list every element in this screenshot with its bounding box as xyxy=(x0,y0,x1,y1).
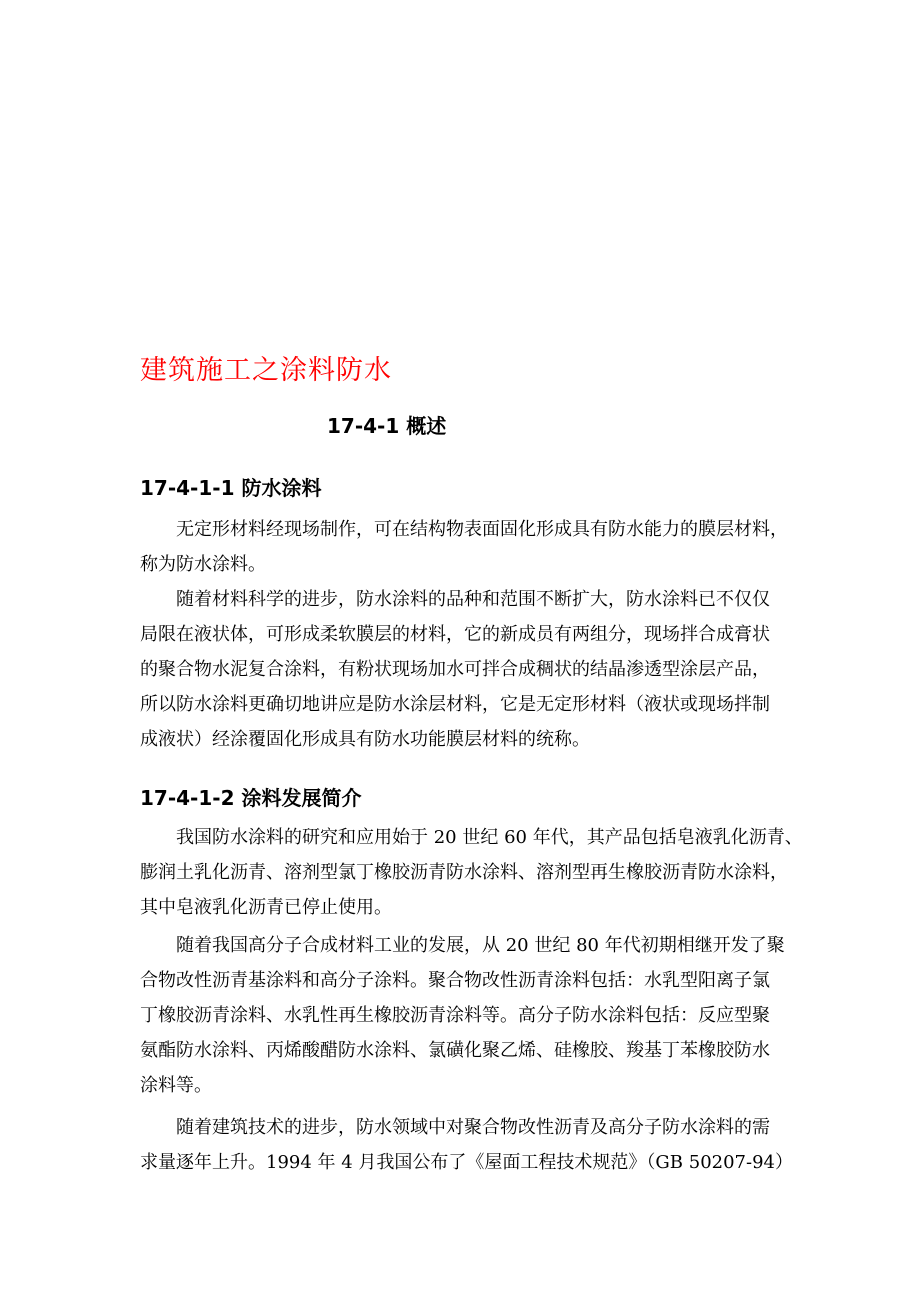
text-line: 随着建筑技术的进步，防水领域中对聚合物改性沥青及高分子防水涂料的需 xyxy=(176,1117,770,1138)
subsection-heading-2: 17-4-1-2 涂料发展简介 xyxy=(140,786,362,810)
text-line: 的聚合物水泥复合涂料，有粉状现场加水可拌合成稠状的结晶渗透型涂层产品， xyxy=(140,659,770,680)
text-line: 随着我国高分子合成材料工业的发展，从 20 世纪 80 年代初期相继开发了聚 xyxy=(176,935,785,956)
text-line: 合物改性沥青基涂料和高分子涂料。聚合物改性沥青涂料包括：水乳型阳离子氯 xyxy=(140,970,770,991)
text-line: 丁橡胶沥青涂料、水乳性再生橡胶沥青涂料等。高分子防水涂料包括：反应型聚 xyxy=(140,1005,770,1026)
text-line: 成液状）经涂覆固化形成具有防水功能膜层材料的统称。 xyxy=(140,729,590,750)
paragraph-2-3 xyxy=(140,1110,793,1180)
paragraph-1-1 xyxy=(140,512,788,582)
paragraph-2-1 xyxy=(140,820,803,925)
text-line: 所以防水涂料更确切地讲应是防水涂层材料，它是无定形材料（液状或现场拌制 xyxy=(140,694,770,715)
paragraph-1-2 xyxy=(140,582,780,757)
text-line: 其中皂液乳化沥青已停止使用。 xyxy=(140,897,392,918)
paragraph-2-2 xyxy=(140,928,785,1103)
document-title: 建筑施工之涂料防水 xyxy=(140,355,392,386)
subsection-heading-1: 17-4-1-1 防水涂料 xyxy=(140,476,322,500)
text-line: 我国防水涂料的研究和应用始于 20 世纪 60 年代，其产品包括皂液乳化沥青、 xyxy=(176,827,803,848)
text-line: 涂料等。 xyxy=(140,1075,212,1096)
text-line: 氨酯防水涂料、丙烯酸醋防水涂料、氯磺化聚乙烯、硅橡胶、羧基丁苯橡胶防水 xyxy=(140,1040,770,1061)
text-line: 随着材料科学的进步，防水涂料的品种和范围不断扩大，防水涂料已不仅仅 xyxy=(176,589,770,610)
text-line: 局限在液状体，可形成柔软膜层的材料，它的新成员有两组分，现场拌合成膏状 xyxy=(140,624,770,645)
text-line: 无定形材料经现场制作，可在结构物表面固化形成具有防水能力的膜层材料， xyxy=(176,519,788,540)
text-line: 求量逐年上升。1994 年 4 月我国公布了《屋面工程技术规范》（GB 50207-94） xyxy=(140,1152,793,1173)
text-line: 膨润土乳化沥青、溶剂型氯丁橡胶沥青防水涂料、溶剂型再生橡胶沥青防水涂料， xyxy=(140,862,788,883)
text-line: 称为防水涂料。 xyxy=(140,554,266,575)
section-heading: 17-4-1 概述 xyxy=(327,414,447,438)
